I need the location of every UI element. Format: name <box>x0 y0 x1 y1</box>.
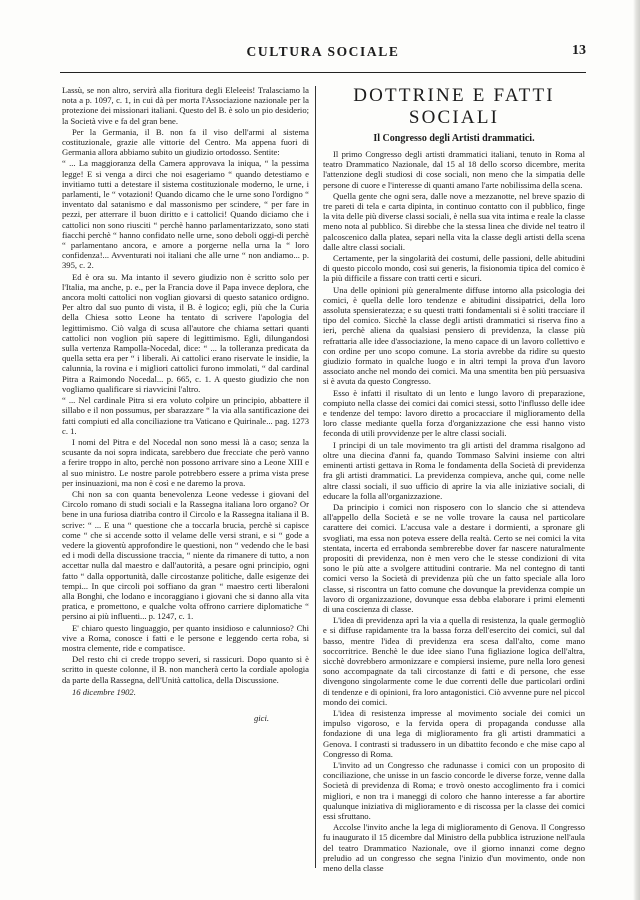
paragraph: Per la Germania, il B. non fa il viso dell'armi al sistema costituzionale, grazie alle vittorie del Centro. Ma appena fuori di Germania allora abbiamo subito un giudizio ortodosso. Sentite: <box>62 126 309 158</box>
column-divider <box>315 86 316 868</box>
paragraph: Da principio i comici non risposero con lo slancio che si attendeva all'appello della Società e se ne volle trovare la causa nel particolare carattere dei comici. L'accusa vale a destare i dormienti, a spronare gli svogliati, ma essa non poteva essere della realtà. Certo se nei comici la vita stentata, incerta ed errabonda sembrerebbe dover far nascere naturalmente propositi di previdenza, non è men vero che le stesse condizioni di vita sono le più atte a svolgere attitudini contrarie. Ma nel contegno di tanti comici verso la Società di previdenza più che un fatto speciale alla loro classe, si riscontra un fatto comune che dovunque la previdenza compie un lavoro di organizzazione, dovunque essa debba elaborare i primi elementi di una coscienza di classe. <box>323 501 585 614</box>
paragraph: L'idea di previdenza aprì la via a quella di resistenza, la quale germogliò e si diffuse rapidamente tra la bassa forza dell'esercito dei comici, sul dal basso, mentre l'idea di previdenza era scesa dall'alto, come mano soccorritrice. Benchè le due idee siano l'una figliazione logica dell'altra, sicchè dovrebbero armonizzare e compiersi insieme, pure nella loro genesi sono accompagnate da tali circostanze di fatti e di persone, che esse divengono singolarmente come le due correnti delle due particolari ordini di tendenze e di opinioni, fra loro antagonistici. Ciò avvenne pure nel piccol mondo dei comici. <box>323 615 585 707</box>
article-date: 16 dicembre 1902. <box>72 686 136 697</box>
paragraph: I nomi del Pitra e del Nocedal non sono messi là a caso; senza la scusante da noi sopra indicata, sarebbero due frecciate che però vanno a ferire troppo in alto, perchè non possono arrivare sino a Leone XIII e al suo ministro. Le nostre parole potrebbero essere a prima vista prese per insinuazioni, ma non è così e ne daremo la prova. <box>62 436 309 488</box>
paragraph: I principi di un tale movimento tra gli artisti del dramma risalgono ad oltre una diecina d'anni fa, quando Tommaso Salvini insieme con altri eminenti artisti gettava in Roma le fondamenta della Società di previdenza fra gli artisti drammatici. La previdenza compieva, anche qui, come nelle altre classi sociali, il suo ufficio di aprire la via alle iniziative sociali, di educare la folla all'organizzazione. <box>323 439 585 501</box>
page-number: 13 <box>572 43 586 58</box>
paragraph: Una delle opinioni più generalmente diffuse intorno alla psicologia dei comici, è quella delle loro tendenze e abitudini dissipatrici, della loro assoluta spensieratezza; e su questi tratti fondamentali si è soliti tracciare il tipo del comico. Sicchè la classe degli artisti drammatici si riserva fino a ieri, perchè aliena da qualsiasi pensiero di previdenza, la classe più refrattaria alle idee d'associazione, la meno capace di un lavoro collettivo e con ordine per uno scopo comune. La storia avrebbe da ridire su questo giudizio formato in qualche luogo e in altri tempi la prova d'un lavoro associato anche nel mondo dei comici. Ma una smentita ben più persuasiva si è avuta da questo Congresso. <box>323 284 585 387</box>
paragraph: Certamente, per la singolarità dei costumi, delle passioni, delle abitudini di questo piccolo mondo, così sui generis, la fisionomia tipica del comico è la più difficile a fissare con tratti certi e sicuri. <box>323 253 585 284</box>
section-title: DOTTRINE E FATTI SOCIALI <box>353 85 555 128</box>
paragraph: L'invito ad un Congresso che radunasse i comici con un proposito di conciliazione, che unisse in un fascio concorde le diverse forze, venne dalla Società di previdenza di Roma; e trovò onesto accoglimento fra i comici migliori, e non tra i maneggi di coloro che hanno interesse a far abortire qualunque iniziativa di miglioramento e di riscossa per la classe dei comici essi sfruttano. <box>323 759 585 821</box>
paragraph: Accolse l'invito anche la lega di miglioramento di Genova. Il Congresso fu inaugurato il 15 dicembre dal Ministro della pubblica istruzione nell'aula del teatro Drammatico Nazionale, ove il giorno innanzi come degno preludio ad un congresso che segna l'inizio d'un movimento, onde non meno della classe <box>323 822 585 874</box>
article-title: Il Congresso degli Artisti drammatici. <box>373 133 535 144</box>
article-signature: gici. <box>253 712 269 723</box>
paragraph: Ed è ora su. Ma intanto il severo giudizio non è scritto solo per l'Italia, ma anche, p. e., per la Francia dove il Papa invece deplora, che ancora molti cattolici non voglian giovarsi di questo satanico ordigno. Per altro dal suo punto di vista, il B. è logico; egli, più che la Curia della Chiesa sotto Leone ha tentato di scrivere l'apologia del legittimismo. Ciò valga di scusa all'autore che chiama settari quanti cattolici non voglion più sapere di legittimismo. Egli, dilungandosi sulla vertenza Rampolla-Nocedal, dice: “ ... la tolleranza predicata da quella setta era per “ i liberali. Ai cattolici erano riservate le insidie, la calunnia, la rovina e i migliori cattolici furono immolati, “ dal cardinal Pitra a Raimondo Nocedal... p. 665, c. 1. A questo giudizio che non vogliamo qualificare si riavvicini l'altro. <box>62 271 309 394</box>
paragraph: Esso è infatti il risultato di un lento e lungo lavoro di preparazione, compiuto nella classe dei comici dai comici stessi, sotto l'influsso delle idee e tendenze del tempo: lavoro diretto a procacciare il miglioramento della loro classe mediante quella forza d'organizzazione che essi hanno visto feconda di utili provvidenze per le altre classi sociali. <box>323 387 585 439</box>
header-rule <box>60 72 586 73</box>
paragraph: Chi non sa con quanta benevolenza Leone vedesse i giovani del Circolo romano di studi sociali e la Rassegna italiana loro organo? Or bene in una furiosa diatriba contro il Circolo e la Rassegna italiana il B. scrive: “ ... E una “ questione che a toccarla brucia, perchè si capisce come “ che si accende sotto il velame delle versi strani, e si “ gode a vedere la gioventù approfondire le questioni, non “ vedendo che le basi ed i modi della discussione traccia, “ niente da rimanere di tutto, a non accettar nulla dal maestro e dall'autorità, a pesare ogni principio, ogni fatto “ dalla opportunità, dalle circostanze politiche, dalle esigenze dei tempi... In que circoli poi soffiano da gran “ maestro certi liberaloni alla Bonghi, che lodano e incoraggiano i giovani che si danno alla vita pratica, e promettono, e qualche volta offrono carriere diplomatiche “ persino ai più influenti... p. 1247, c. 1. <box>62 488 309 622</box>
paragraph: E' chiaro questo linguaggio, per quanto insidioso e calunnioso? Chi vive a Roma, conosce i fatti e le persone e leggendo certa roba, si mostra clemente, ride e compatisce. <box>62 622 309 653</box>
paragraph: Lassù, se non altro, servirà alla fioritura degli Eleleeis! Tralasciamo la nota a p. 1097, c. 1, in cui dà per morta l'Associazione nazionale per la protezione dei missionari italiani. Questo del B. è solo un pio desiderio; la Società vive e fa del gran bene. <box>62 85 309 126</box>
left-column <box>62 85 309 724</box>
right-column <box>323 85 585 874</box>
paragraph: L'idea di resistenza impresse al movimento sociale dei comici un impulso vigoroso, e la fervida opera di propaganda condusse alla fondazione di una lega di miglioramento fra gli artisti drammatici a Genova. I contrasti si tradussero in un dibattito fecondo e che mise capo al Congresso di Roma. <box>323 707 585 759</box>
page-edge-shadow <box>633 0 640 900</box>
paragraph: Il primo Congresso degli artisti drammatici italiani, tenuto in Roma al teatro Drammatico Nazionale, dal 15 al 18 dello scorso dicembre, merita l'attenzione degli studiosi di cose sociali, non meno che la simpatia delle persone di cuore e l'interesse di quanti amano l'arte nobilissima della scena. <box>323 149 585 190</box>
page-header <box>60 44 586 66</box>
paragraph: Del resto chi ci crede troppo severi, si rassicuri. Dopo quanto si è scritto in queste colonne, il B. non mancherà certo la cordiale apologia da parte della Rassegna, dell'Unità cattolica, della Discussione. <box>62 654 309 685</box>
paragraph: Quella gente che ogni sera, dalle nove a mezzanotte, nel breve spazio di tre pareti di tela e carta dipinta, in continuo contatto con il pubblico, finge la vita delle più diverse classi sociali, è nella sua vita intima e reale la classe meno nota al pubblico. Si direbbe che la stessa linea che divide nel teatro il palcoscenico dalla platea, separi nella vita la classe degli artisti della scena dalle altre classi sociali. <box>323 190 585 252</box>
quotation: “ ... Nel cardinale Pitra si era voluto colpire un principio, abbattere il sillabo e il non possumus, per sbarazzare “ la via alla santificazione dei fatti compiuti ed alla conciliazione tra Vaticano e Quirinale... pag. 1273 c. 1. <box>62 395 309 436</box>
quotation: “ ... La maggioranza della Camera approvava la iniqua, “ la pessima legge! E si venga a dirci che noi esageriamo “ quando detestiamo e invitiamo tutti a detestare il sistema costituzionale moderno, le urne, i parlamenti, le “ votazioni! Quando dicamo che le urne sono l'ordigno “ inventato dal satanismo e dal massonismo per scindere, “ per fare in pezzi, per atterrare il buon diritto e i cattolici! Quando diciamo che i cattolici non sono riusciti “ perchè hanno parlamentarizzato, sono stati fiacchi perchè “ hanno confidato nelle urne, sono deboli oggi-di perchè “ parlamentano ancora, e amore a porgerne nella urna la “ loro confidenza!... Avventurati noi italiani che alle urne “ non andiamo... p. 395, c. 2. <box>62 158 309 271</box>
running-title: CULTURA SOCIALE <box>246 44 400 59</box>
